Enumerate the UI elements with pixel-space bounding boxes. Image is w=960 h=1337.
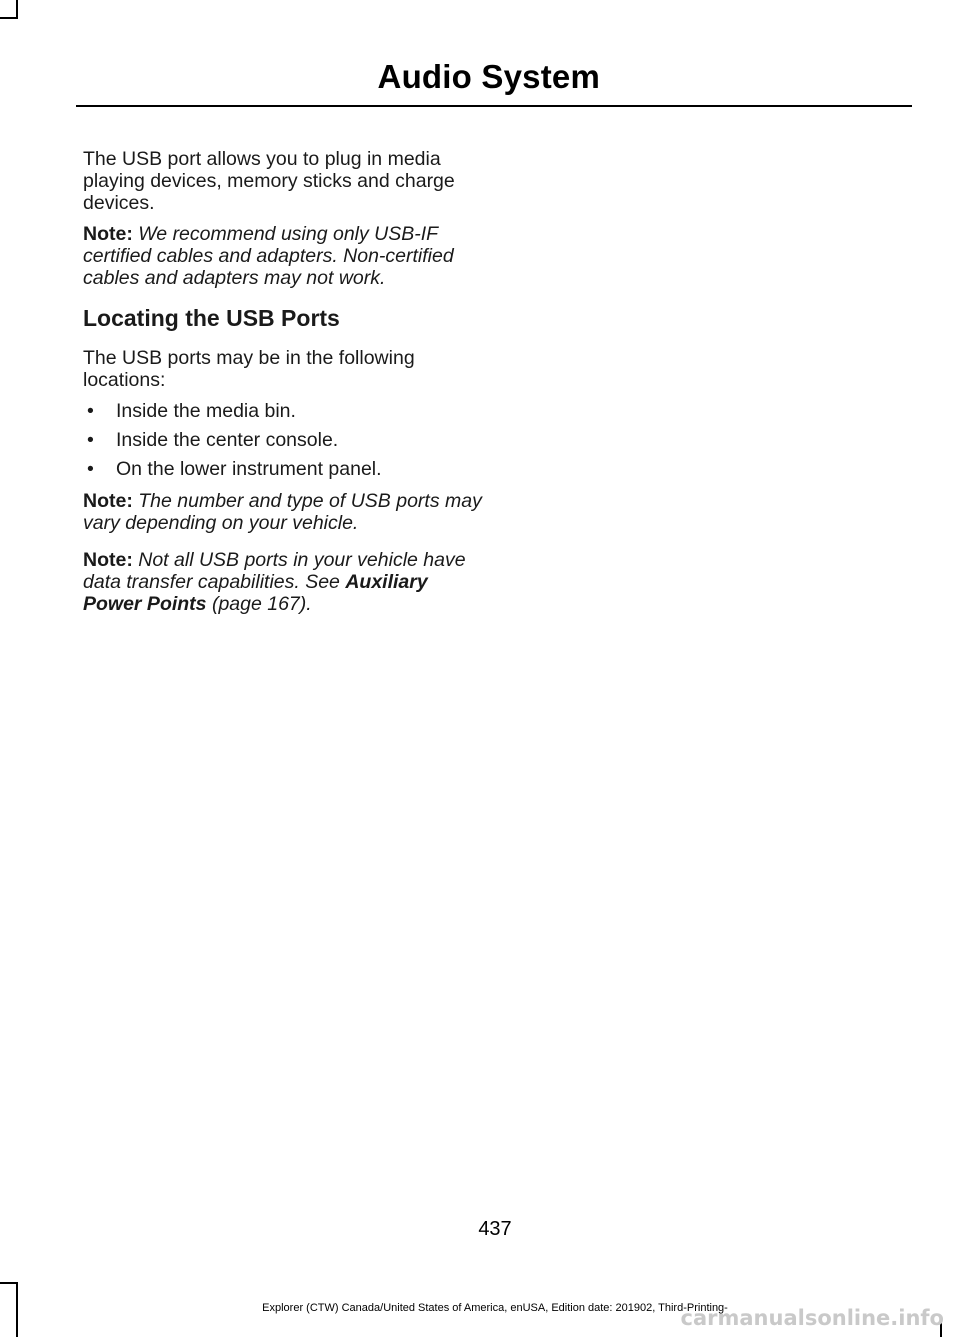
page-reference: (page 167). xyxy=(211,593,312,615)
note-label: Note: xyxy=(83,223,133,245)
intro-paragraph: The USB port allows you to plug in media playing devices, memory sticks and charge devices. xyxy=(83,148,455,214)
list-item xyxy=(83,458,483,480)
bullet-icon: • xyxy=(87,400,94,422)
note-text: Not all USB ports in your vehicle have data transfer capabilities. See xyxy=(83,549,466,593)
cross-reference-link[interactable]: Auxiliary Power Points xyxy=(83,571,428,615)
note-port-types xyxy=(83,490,483,534)
list-item-text: On the lower instrument panel. xyxy=(116,458,382,480)
crop-mark-top-left-h xyxy=(0,17,18,19)
note-label: Note: xyxy=(83,549,133,571)
list-item xyxy=(83,429,483,451)
list-item-text: Inside the media bin. xyxy=(116,400,296,422)
section-heading: Locating the USB Ports xyxy=(83,305,340,331)
content-column xyxy=(83,148,483,630)
crop-mark-top-left xyxy=(16,0,18,18)
note-data-transfer xyxy=(83,549,483,615)
bullet-icon: • xyxy=(87,458,94,480)
note-label: Note: xyxy=(83,490,133,512)
list-item-text: Inside the center console. xyxy=(116,429,339,451)
list-item xyxy=(83,400,483,422)
page-title: Audio System xyxy=(377,58,600,95)
page-number: 437 xyxy=(478,1218,512,1240)
watermark: carmanualsonline.info xyxy=(680,1306,944,1330)
locations-list xyxy=(83,400,483,480)
note-text: We recommend using only USB-IF certified cables and adapters. Non-certified cables and adapters may not work. xyxy=(83,223,454,289)
note-usb-if xyxy=(83,223,483,289)
note-text: The number and type of USB ports may vary depending on your vehicle. xyxy=(83,490,482,534)
header-divider xyxy=(76,105,912,107)
crop-mark-bottom-left-h xyxy=(0,1282,18,1284)
edition-footer: Explorer (CTW) Canada/United States of America, enUSA, Edition date: 201902, Third-Printing- xyxy=(262,1302,728,1314)
locations-intro: The USB ports may be in the following locations: xyxy=(83,347,415,391)
bullet-icon: • xyxy=(87,429,94,451)
